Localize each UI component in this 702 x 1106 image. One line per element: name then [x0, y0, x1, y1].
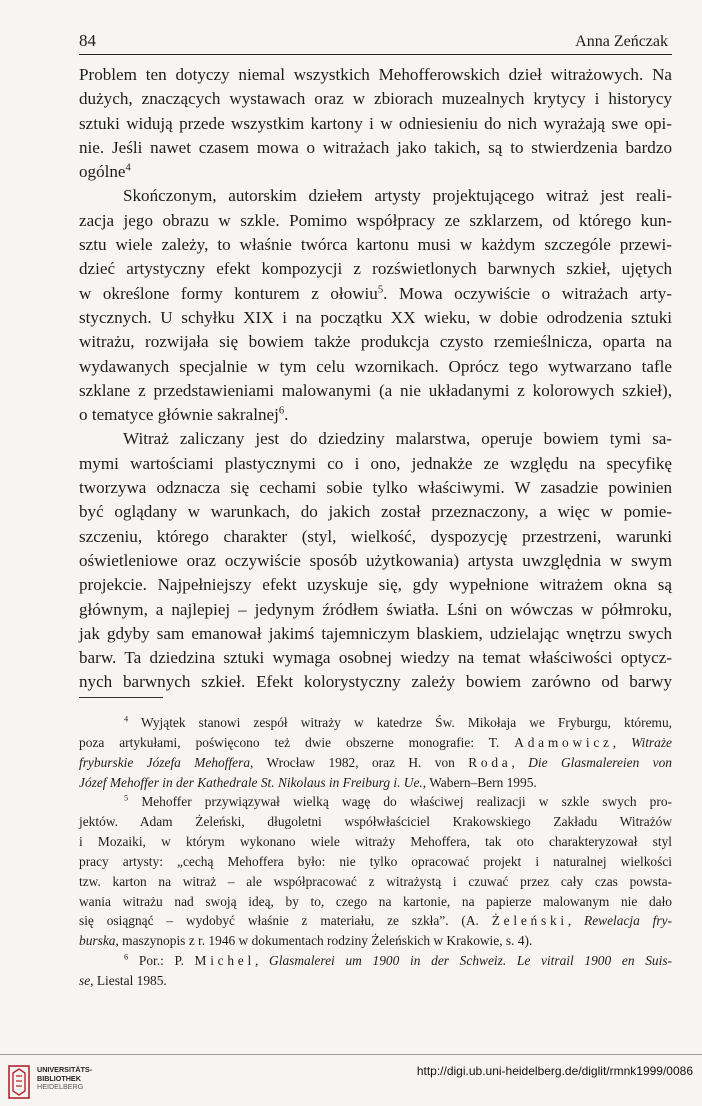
- footnote-5-line: się osiągnąć – wydobyć właśnie z materiału, ze szkła”. (A. Żeleński, Rewelacja fry-: [79, 913, 672, 929]
- body-line: projekcie. Najpełniejszy efekt uzyskuje się, gdy wypełnione witrażem okna są: [79, 575, 672, 595]
- footnote-5-line: i Mozaiki, w którym wykonano wiele witraży Mehoffera, tak oto charakteryzował styl: [79, 834, 672, 850]
- library-name-line2: BIBLIOTHEK: [37, 1073, 81, 1083]
- body-line: Skończonym, autorskim dziełem artysty projektującego witraż jest reali-: [123, 186, 672, 206]
- body-line: witrażu, rozwijała się bowiem także produkcja czysto rzemieślnicza, oparta na: [79, 332, 672, 352]
- body-line: barw. Ta dziedzina sztuki wymaga osobnej wiedzy na temat właściwości optycz-: [79, 648, 672, 668]
- body-line: nych barwnych szkieł. Efekt kolorystyczny zależy bowiem zarówno od barwy: [79, 672, 672, 692]
- body-line: głównym, a najlepiej – jedynym źródłem światła. Lśni on wówczas w półmroku,: [79, 599, 672, 619]
- footnote-5-marker: 5: [124, 793, 129, 803]
- footnote-6-marker: 6: [124, 952, 129, 962]
- body-line: stycznych. U schyłku XIX i na początku XX wieku, w dobie odrodzenia sztuki: [79, 307, 672, 327]
- body-line: jak gdyby sam emanował jakimś tajemniczym blaskiem, udzielając wnętrzu swych: [79, 623, 672, 643]
- body-line: oświetleniowe oraz oczywiście sposób użytkowania) artysta uwzględnia w swym: [79, 550, 672, 570]
- library-name-line1: UNIVERSITÄTS-: [37, 1065, 93, 1074]
- body-line: Witraż zaliczany jest do dziedziny malarstwa, operuje bowiem tymi sa-: [123, 429, 672, 449]
- body-line: sztu wiele zależy, to właśnie twórca kartonu musi w każdym szczególe przewi-: [79, 235, 672, 255]
- footnote-5-line: $^5$ Mehoffer przywiązywał wielką wagę do właściwej realizacji w szkle swych pro-: [124, 793, 672, 810]
- footer-rule: [0, 1054, 702, 1055]
- footnote-reference: 6: [278, 405, 285, 417]
- footnotes: [79, 713, 672, 991]
- body-line: zacja jego obrazu w szkle. Pomimo współpracy ze szklarzem, od którego kun-: [79, 210, 672, 230]
- body-line: w określone formy konturem z ołowiu$^5$. Mowa oczywiście o witrażach arty-: [79, 283, 672, 303]
- footnote-reference: 5: [377, 283, 384, 295]
- body-line: dużych, znaczących wystawach oraz w zbiorach muzealnych krytycy i historycy: [79, 89, 672, 109]
- footnote-6-line: se, Liestal 1985.: [79, 972, 167, 988]
- body-line: ogólne$^4$: [79, 162, 131, 182]
- footnote-4-line: $^4$ Wyjątek stanowi zespół witraży w katedrze Św. Mikołaja we Fryburgu, któremu,: [124, 714, 672, 730]
- footnote-5-line: jektów. Adam Żeleński, długoletni współwłaściciel Krakowskiego Zakładu Witrażów: [79, 814, 672, 830]
- page-number: 84: [79, 31, 96, 50]
- footnote-5-line: tzw. karton na witraż – ale współpracować z witrażystą i czuwać przez cały czas powsta-: [79, 873, 672, 889]
- body-line: być oglądany w warunkach, do jakich został przeznaczony, a więc w pomie-: [79, 502, 672, 522]
- footnote-4-line: Józef Mehoffer in der Kathedrale St. Nikolaus in Freiburg i. Ue., Wabern–Bern 1995.: [79, 774, 537, 790]
- footnote-reference: 4: [125, 162, 131, 174]
- body-line: szklane z przedstawieniami malowanymi (a nie układanymi z kolorowych szkieł),: [79, 380, 672, 400]
- body-line: nie. Jeśli nawet czasem mowa o witrażach jako takich, są to stwierdzenia bardzo: [79, 137, 672, 157]
- footnote-4-marker: 4: [124, 714, 129, 724]
- footnote-5-line: wania witrażu nad swoją ideą, by to, czego na kartonie, na papierze malowanym nie dało: [79, 893, 672, 909]
- body-line: o tematyce głównie sakralnej$^6$.: [79, 405, 289, 425]
- header-rule: [79, 54, 672, 55]
- footnote-5-line: pracy artysty: „cechą Mehoffera było: nie tylko opracować projekt i naturalnej wielkości: [79, 853, 672, 869]
- body-line: mymi wartościami plastycznymi co i ono, jednakże ze względu na specyfikę: [79, 453, 672, 473]
- library-logo: [8, 1063, 98, 1103]
- footnote-4-line: poza artykułami, poświęcono też dwie obszerne monografie: T. Adamowicz, Witraże: [79, 734, 672, 750]
- main-text: [79, 63, 672, 695]
- body-line: tworzywa odznacza się cechami sobie tylko właściwymi. W zasadzie powinien: [79, 478, 672, 498]
- body-line: Problem ten dotyczy niemal wszystkich Mehofferowskich dzieł witrażowych. Na: [79, 65, 672, 84]
- source-url-link[interactable]: http://digi.ub.uni-heidelberg.de/diglit/rmnk1999/0086: [416, 1064, 693, 1078]
- footnote-separator: [79, 697, 163, 698]
- body-line: dzieć artystyczny efekt kompozycji z rozświetlonych barwnych szkieł, ujętych: [79, 259, 672, 279]
- body-line: szczeniu, którego charakter (styl, wielkość, dyspozycję przestrzeni, warunki: [79, 526, 672, 546]
- footnote-6-line: $^6$ Por.: P. Michel, Glasmalerei um 1900 in der Schweiz. Le vitrail 1900 en Suis-: [124, 952, 673, 969]
- library-name-line3: HEIDELBERG: [37, 1082, 84, 1092]
- library-emblem-icon: [8, 1065, 30, 1099]
- body-line: wydawanych specjalnie w tym celu wzornikach. Oprócz tego wytwarzano tafle: [79, 356, 672, 376]
- footnote-5-line: burska, maszynopis z r. 1946 w dokumentach rodziny Żeleńskich w Krakowie, s. 4).: [79, 933, 533, 949]
- running-head-author: Anna Zeńczak: [575, 33, 668, 50]
- footnote-4-line: fryburskie Józefa Mehoffera, Wrocław 1982, oraz H. von Roda, Die Glasmalereien von: [79, 754, 672, 770]
- body-line: sztuki widują przede wszystkim kartony i w odniesieniu do nich wyrażają swe opi-: [79, 113, 672, 133]
